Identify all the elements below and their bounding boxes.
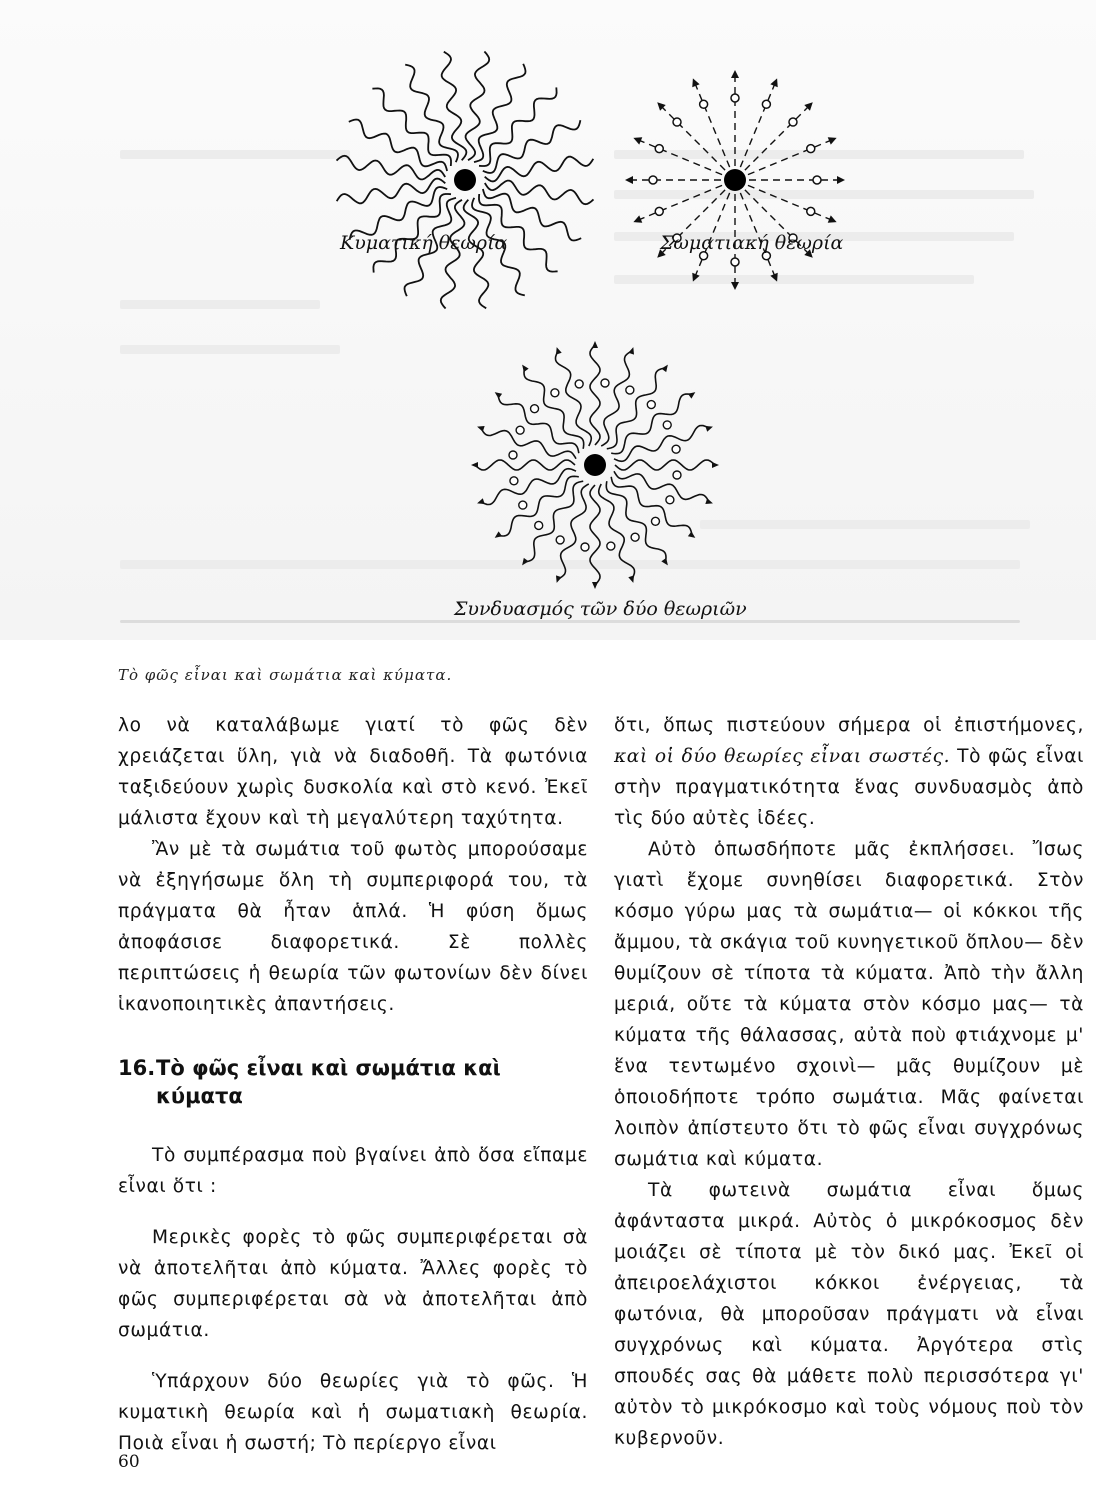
wave-ray <box>556 351 592 446</box>
arrow-head <box>837 176 845 184</box>
particle-ray <box>657 102 725 170</box>
photon-particle <box>655 207 663 215</box>
arrow-head <box>712 462 719 468</box>
wave-ray <box>337 179 446 204</box>
wave-ray <box>481 469 576 505</box>
photon-particle <box>581 543 589 551</box>
section-number: 16. <box>118 1056 156 1080</box>
photon-particle <box>535 521 543 529</box>
paragraph: Ἂν μὲ τὰ σωμάτια τοῦ φωτὸς μπορούσαμε νὰ ἐξηγήσωμε ὅλη τὴ συμπεριφορά του, τὰ πράγματα θὰ ἦταν ἁπλά. Ἡ φύση ὅμως ἀποφάσισε διαφορετικά. Σὲ πολλὲς περιπτώσεις ἡ θεωρία τῶν φωτονίων δὲν δίνει ἱκανοποιητικὲς ἀπαντήσεις. <box>118 839 588 1015</box>
particle-ray <box>633 185 722 222</box>
wave-ray <box>475 460 575 470</box>
photon-particle <box>651 517 659 525</box>
wave-ray <box>441 200 465 309</box>
photon-particle <box>510 477 518 485</box>
wave-ray <box>466 52 490 161</box>
text-run: Τὸ φῶς εἶναι στὴν πραγματικότητα ἕνας συνδυασμὸς ἀπὸ τὶς δύο αὐτὲς ἰδέες. <box>614 746 1085 829</box>
arrow-head <box>731 282 739 290</box>
photon-particle <box>626 386 634 394</box>
photon-particle <box>556 536 564 544</box>
page-number: 60 <box>118 1452 140 1472</box>
combined-theory-diagram <box>445 330 745 600</box>
arrow-head <box>688 531 695 538</box>
photon-particle <box>813 176 821 184</box>
arrow-head <box>731 70 739 78</box>
arrow-head <box>477 426 485 432</box>
arrow-head <box>688 392 695 399</box>
paragraph <box>614 710 1084 834</box>
photon-particle <box>516 426 524 434</box>
photon-particle <box>647 401 655 409</box>
arrow-head <box>471 462 478 468</box>
wave-ray <box>611 477 692 536</box>
photon-particle <box>531 405 539 413</box>
arrow-head <box>522 558 529 565</box>
photon-particle <box>731 258 739 266</box>
paragraph: Αὐτὸ ὁπωσδήποτε μᾶς ἐκπλήσσει. Ἴσως γιατὶ ἔχομε συνηθίσει διαφορετικά. Στὸν κόσμο γύρω μας τὰ σωμάτια— οἱ κόκκοι τῆς ἄμμου, τὰ σκάγια τοῦ κυνηγετικοῦ ὅπλου— δὲν θυμίζουν σὲ τίποτα τὰ κύματα. Ἀπὸ τὴν ἄλλη μεριά, οὔτε τὰ κύματα στὸν κόσμο μας— τὰ κύματα τῆς θάλασσας, αὐτὰ ποὺ φτιάχνομε μ' ἕνα τεντωμένο σχοινὶ— μᾶς θυμίζουν μὲ ὁποιοδήποτε τρόπο σωμάτια. Μᾶς φαίνεται λοιπὸν ἀπίστευτο ὅτι τὸ φῶς εἶναι συγχρόνως σωμάτια καὶ κύματα. <box>614 839 1084 1170</box>
arrow-head <box>661 365 668 372</box>
particle-theory-diagram <box>600 40 870 330</box>
paragraph: Τὰ φωτεινὰ σωμάτια εἶναι ὅμως ἀφάνταστα μικρά. Αὐτὸς ὁ μικρόκοσμος δὲν μοιάζει σὲ τίποτα μὲ τὸν δικό μας. Ἐκεῖ οἱ ἀπειροελάχιστοι κόκκοι ἐνέργειας, τὰ φωτόνια, θὰ μποροῦσαν πράγματι νὰ εἶναι συγχρόνως καὶ κύματα. Ἀργότερα στὶς σπουδές σας θὰ μάθετε πολὺ περισσότερα γι' αὐτὸν τὸ μικρόκοσμο καὶ τοὺς νόμους ποὺ τὸν κυβερνοῦν. <box>614 1180 1084 1449</box>
paragraph: Μερικὲς φορὲς τὸ φῶς συμπεριφέρεται σὰ νὰ ἀποτελῆται ἀπὸ κύματα. Ἄλλες φορὲς τὸ φῶς συμπεριφέρεται σὰ νὰ ἀποτελῆται ἀπὸ σωμάτια. <box>118 1227 588 1341</box>
photon-particle <box>607 542 615 550</box>
arrow-head <box>592 341 598 348</box>
photon-particle <box>666 496 674 504</box>
wave-ray <box>525 481 584 562</box>
arrow-head <box>495 392 502 399</box>
particle-theory-label: Σωματιακή θεωρία <box>660 232 844 254</box>
light-source-dot <box>454 169 476 191</box>
photon-particle <box>807 207 815 215</box>
paragraph: Ὑπάρχουν δύο θεωρίες γιὰ τὸ φῶς. Ἡ κυματικὴ θεωρία καὶ ἡ σωματιακὴ θεωρία. Ποιὰ εἶναι ἡ σωστή; Τὸ περίεργο εἶναι <box>118 1371 588 1454</box>
arrow-head <box>628 347 634 355</box>
combined-theory-label: Συνδυασμός τῶν δύο θεωριῶν <box>454 598 747 620</box>
photon-particle <box>762 100 770 108</box>
wave-ray <box>607 368 666 449</box>
photon-particle <box>673 471 681 479</box>
wave-ray <box>614 426 709 462</box>
wave-ray <box>337 156 446 180</box>
particle-ray <box>748 138 837 175</box>
photon-particle <box>807 145 815 153</box>
arrow-head <box>522 365 529 372</box>
paragraph: Τὸ συμπέρασμα ποὺ βγαίνει ἀπὸ ὅσα εἴπαμε εἶναι ὅτι : <box>118 1145 588 1197</box>
photon-particle <box>601 379 609 387</box>
wave-theory-label: Κυματική θεωρία <box>340 232 508 254</box>
photon-particle <box>631 533 639 541</box>
section-title: Τὸ φῶς εἶναι καὶ σωμάτια καὶ κύματα <box>156 1056 501 1108</box>
wave-ray <box>498 395 579 454</box>
particle-ray <box>633 138 722 175</box>
wave-ray <box>590 345 600 445</box>
arrow-head <box>556 575 562 583</box>
wave-ray <box>485 181 594 205</box>
photon-particle <box>649 176 657 184</box>
particle-ray <box>748 185 837 222</box>
right-column <box>614 710 1084 1454</box>
arrow-head <box>661 558 668 565</box>
photon-particle <box>700 100 708 108</box>
left-column <box>118 710 588 1459</box>
arrow-head <box>705 426 713 432</box>
photon-particle <box>551 389 559 397</box>
arrow-head <box>625 176 633 184</box>
photon-particle <box>731 94 739 102</box>
wave-ray <box>442 52 467 161</box>
emphasized-text: καὶ οἱ δύο θεωρίες εἶναι σωστές. <box>614 746 951 767</box>
photon-particle <box>509 451 517 459</box>
particle-ray <box>745 102 813 170</box>
light-source-dot <box>724 169 746 191</box>
wave-ray <box>372 88 451 166</box>
arrow-head <box>628 575 634 583</box>
figure-caption: Τὸ φῶς εἶναι καὶ σωμάτια καὶ κύματα. <box>118 666 453 684</box>
wave-ray <box>349 120 447 172</box>
wave-theory-diagram <box>330 40 600 320</box>
wave-ray <box>615 460 715 470</box>
arrow-head <box>477 498 485 504</box>
arrow-head <box>495 531 502 538</box>
wave-ray <box>464 200 489 309</box>
light-source-dot <box>584 454 606 476</box>
photon-particle <box>663 421 671 429</box>
text-run: ὅτι, ὅπως πιστεύουν σήμερα οἱ ἐπιστήμονες, <box>614 715 1084 736</box>
photon-particle <box>672 445 680 453</box>
photon-particle <box>655 145 663 153</box>
section-heading <box>118 1054 588 1110</box>
arrow-head <box>556 347 562 355</box>
arrow-head <box>592 582 598 589</box>
wave-ray <box>599 484 635 579</box>
wave-ray <box>485 157 594 182</box>
wave-ray <box>590 485 600 585</box>
photon-particle <box>789 118 797 126</box>
particle-ray <box>693 78 730 167</box>
arrow-head <box>705 498 713 504</box>
wave-ray <box>479 87 557 166</box>
photon-particle <box>673 118 681 126</box>
wave-ray <box>474 64 526 162</box>
particle-ray <box>740 78 777 167</box>
photon-particle <box>519 501 527 509</box>
paragraph: λο νὰ καταλάβωμε γιατί τὸ φῶς δὲν χρειάζεται ὕλη, γιὰ νὰ διαδοθῆ. Τὰ φωτόνια ταξιδεύουν χωρὶς δυσκολία καὶ στὸ κενό. Ἐκεῖ μάλιστα ἔχουν καὶ τὴ μεγαλύτερη ταχύτητα. <box>118 715 588 829</box>
photon-particle <box>575 380 583 388</box>
